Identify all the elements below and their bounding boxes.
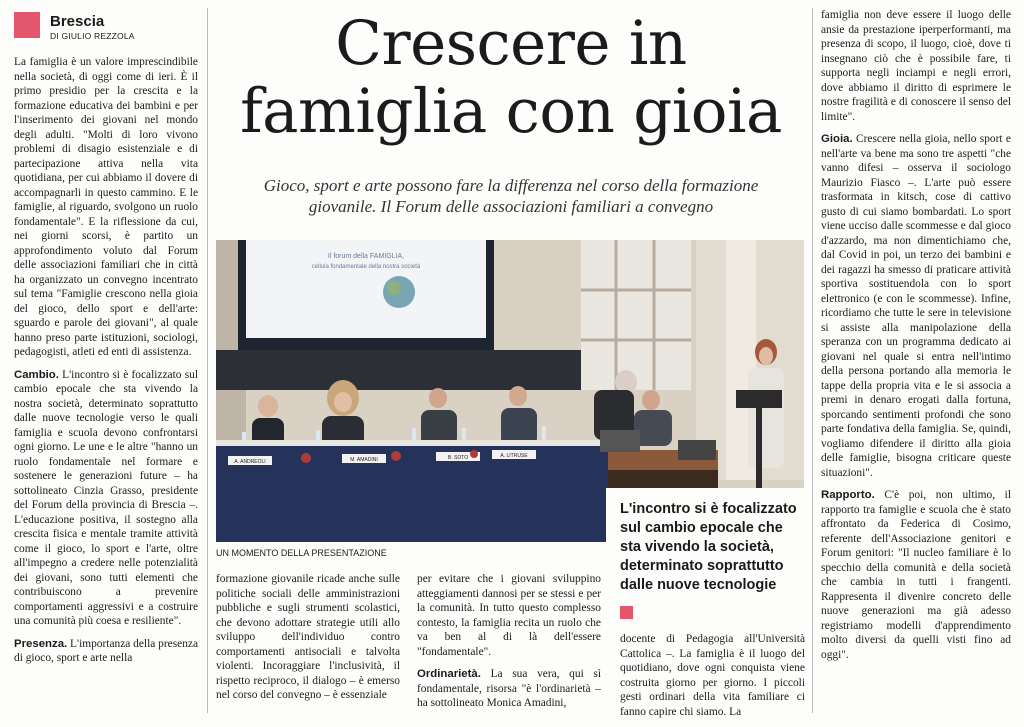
screen-text: Il forum della FAMIGLIA,: [327, 253, 405, 260]
section-marker: [14, 12, 40, 38]
column-divider: [207, 8, 208, 713]
byline: DI GIULIO REZZOLA: [50, 31, 135, 41]
article-column-3: [417, 572, 601, 719]
photo-caption: UN MOMENTO DELLA PRESENTAZIONE: [216, 548, 387, 558]
headline-line-2: famiglia con gioia: [240, 76, 782, 147]
paragraph: formazione giovanile ricade anche sulle politiche sociali delle amministrazioni pubbliche e sugli strumenti scolastici, che devono adottare strategie utili allo sviluppo dell'individuo contro comportamenti antisociali e talvolta violenti. Incoraggiare l'inclusività, il rispetto reciproco, il dialogo – è emerso nel corso del convegno – è essenziale: [216, 573, 400, 701]
nameplate: B. SOTO: [447, 455, 469, 461]
pull-quote-box: [606, 488, 812, 638]
screen-text: cellula fondamentale della nostra società: [311, 264, 421, 270]
paragraph: Rapporto. C'è poi, non ultimo, il rapporto tra famiglie e scuola che è stato affrontato da Federica di Cosimo, referente dell'Associazione genitori e Forum genitori: "Il nucleo familiare è lo specchio della comunità e della società che cambia in tutti i frangenti. Rappresenta il divenire concreto delle nuove generazioni ma già adesso registriamo modelli d'apprendimento molto diversi da quelli visti fino ad oggi".: [821, 489, 1011, 661]
paragraph: La famiglia è un valore imprescindibile nella società, di oggi come di ieri. È il primo presidio per la crescita e la formazione educativa dei bambini e per l'inserimento dei giovani nel mondo degli adulti. "Molti di loro vivono problemi di disagio esistenziale e di partecipazione attiva nella vita quotidiana, per cui abbiamo il dovere di accompagnarli in questo cammino. E le famiglie, al riguardo, svolgono un ruolo fondamentale". E la riflessione da cui, nei giorni scorsi, è partito un approfondimento voluto dal Forum delle associazioni familiari che in città ha organizzato un convegno incentrato sul tema "Famiglie crescono nella gioia del gioco, dello sport e dell'arte: sguardo e parole dei giovani", al quale hanno preso parte istituzioni, sociologi, pedagogisti, atleti ed enti di assistenza.: [14, 56, 198, 358]
paragraph-keyword: Gioia.: [821, 133, 853, 145]
paragraph: Cambio. L'incontro si è focalizzato sul cambio epocale che sta vivendo la nostra società, determinato soprattutto dalle nuove tecnologie verso le quali famiglia e scuola devono confrontarsi ogni giorno. Le une e le altre "hanno un ruolo fondamentale nel formare e sostenere le generazioni future – ha sottolineato Cinzia Grasso, presidente del Forum della provincia di Brescia –. L'educazione positiva, il sostegno alla crescita fisica e mentale tramite attività come il gioco, lo sport e l'arte, oltre all'impegno a credere nelle potenzialità dei giovani, sono tutti elementi che contribuiscono a prevenire comportamenti aggressivi e a costruire una comunità più coesa e resiliente".: [14, 368, 198, 627]
paragraph: Gioia. Crescere nella gioia, nello sport e nell'arte va bene ma sono tre aspetti "che vanno difesi – osserva il sociologo Maurizio Fiasco –. L'arte può essere trasformata in kitsch, cose di cattivo gusto di cui siamo bombardati. Lo sport viene ucciso dalle scommesse e dal gioco d'azzardo, ma non dimentichiamo che, dal Covid in poi, un terzo dei bambini e dei ragazzi ha smesso di praticare attività sportiva sostituendola con lo sport elettronico (e con le scommesse). Infine, ricordiamo che tutte le sere in televisione si assiste alla manipolazione della speranza con un programma dedicato ai giovani nel quale si entra nell'intimo della persona portando alla memoria le tappe della propria vita e le si associa a premi in denaro erogati dalla fortuna, sporcando sentimenti profondi che sono parte fondativa della famiglia. Se, quindi, vogliamo difendere il diritto alla gioia delle famiglie, bisogna criticare queste situazioni".: [821, 133, 1011, 479]
paragraph: famiglia non deve essere il luogo delle ansie da prestazione iperperformanti, ma presenza di scopo, il luogo, cioè, dove ti insegnano ciò che è possibile fare, ti supporta negli inciampi e negli errori, dove abbiamo il diritto di esprimere le nostre fragilità e di conoscere il senso del limite".: [821, 9, 1011, 123]
column-divider: [812, 8, 813, 713]
pull-quote: L'incontro si è focalizzato sul cambio epocale che sta vivendo la società, determinato soprattutto dalle nuove tecnologie: [620, 501, 797, 593]
paragraph-keyword: Ordinarietà.: [417, 668, 481, 680]
paragraph: Presenza. L'importanza della presenza di gioco, sport e arte nella: [14, 637, 198, 664]
paragraph: docente di Pedagogia all'Università Cattolica –. La famiglia è il luogo del quotidiano, dove ogni conquista viene costruita giorno per giorno. I piccoli gesti ordinari della vita familiare ci fanno capire chi siamo. La: [620, 633, 805, 718]
section-name: Brescia: [50, 13, 105, 30]
nameplate: A. LITRUSE: [500, 453, 528, 459]
article-column-2: [216, 572, 400, 711]
paragraph-keyword: Cambio.: [14, 368, 59, 381]
paragraph: per evitare che i giovani sviluppino atteggiamenti dannosi per se stessi e per la comunità. In tutto questo complesso contesto, la famiglia recita un ruolo che va ben al di là dell'essere "fondamentale".: [417, 573, 601, 658]
paragraph-keyword: Rapporto.: [821, 489, 875, 501]
paragraph-keyword: Presenza.: [14, 637, 68, 650]
nameplate: A. ANDREOLI: [234, 459, 266, 465]
pull-quote-marker: [620, 606, 633, 619]
article-column-5: [821, 8, 1011, 670]
paragraph: Ordinarietà. La sua vera, qui sì fondamentale, risorsa "è l'ordinarietà – ha sottolineato Monica Amadini,: [417, 668, 601, 709]
subtitle: Gioco, sport e arte possono fare la differenza nel corso della formazione giovanile. Il Forum delle associazioni familiari a convegno: [263, 176, 759, 216]
nameplate: M. AMADINI: [350, 457, 378, 463]
headline-line-1: Crescere in: [335, 8, 687, 79]
headline: [212, 10, 810, 146]
article-column-4: [620, 632, 805, 727]
article-column-1: [14, 55, 198, 674]
